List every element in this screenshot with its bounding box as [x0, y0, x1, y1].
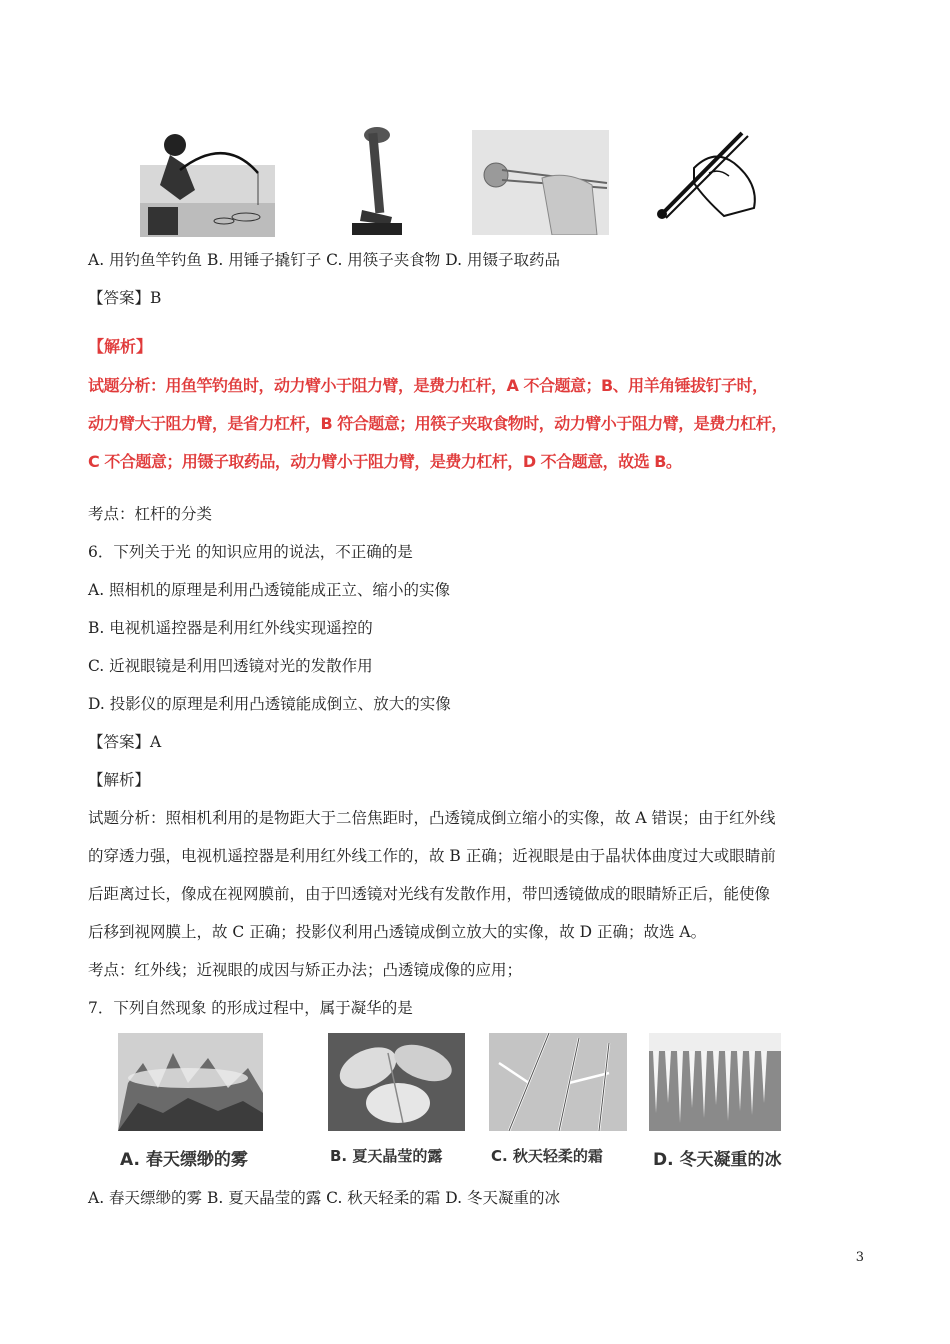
q7-stem: 7．下列自然现象 的形成过程中，属于凝华的是	[88, 999, 413, 1017]
q6-kaodian: 考点：红外线；近视眼的成因与矫正办法；凸透镜成像的应用；	[88, 961, 523, 979]
q5-analysis-line: 试题分析：用鱼竿钓鱼时，动力臂小于阻力臂，是费力杠杆，A 不合题意；B、用羊角锤拔钉子时，	[88, 376, 768, 395]
fishing-rod-image	[140, 125, 275, 237]
q6-analysis-line: 试题分析：照相机利用的是物距大于二倍焦距时，凸透镜成倒立缩小的实像，故 A 错误；由于红外线	[88, 809, 776, 827]
tweezers-image	[654, 128, 766, 220]
q6-option-a: A. 照相机的原理是利用凸透镜能成正立、缩小的实像	[88, 581, 451, 599]
q7-caption-b: B. 夏天晶莹的露	[330, 1147, 443, 1165]
q7-caption-d: D. 冬天凝重的冰	[653, 1150, 782, 1170]
q6-stem: 6．下列关于光 的知识应用的说法，不正确的是	[88, 543, 413, 561]
chopsticks-image	[472, 130, 609, 235]
dew-leaves-image	[328, 1033, 465, 1131]
hammer-nail-image	[352, 125, 402, 235]
q5-analysis-line: 动力臂大于阻力臂，是省力杠杆，B 符合题意；用筷子夹取食物时，动力臂小于阻力臂，是费力杠杆，	[88, 414, 787, 433]
q5-options-line: A. 用钓鱼竿钓鱼 B. 用锤子撬钉子 C. 用筷子夹食物 D. 用镊子取药品	[88, 251, 560, 269]
q7-options-line: A. 春天缥缈的雾 B. 夏天晶莹的露 C. 秋天轻柔的霜 D. 冬天凝重的冰	[88, 1189, 560, 1207]
q6-option-b: B. 电视机遥控器是利用红外线实现遥控的	[88, 619, 373, 637]
q5-answer: 【答案】B	[88, 289, 162, 307]
q5-kaodian: 考点：杠杆的分类	[88, 505, 213, 523]
q6-analysis-line: 后移到视网膜上，故 C 正确；投影仪利用凸透镜成倒立放大的实像，故 D 正确；故选 A。	[88, 923, 707, 941]
q6-analysis-title: 【解析】	[88, 771, 151, 789]
q5-analysis-line: C 不合题意；用镊子取药品，动力臂小于阻力臂，是费力杠杆，D 不合题意，故选 B。	[88, 452, 682, 471]
q7-caption-a: A. 春天缥缈的雾	[120, 1150, 248, 1170]
q6-answer: 【答案】A	[88, 733, 162, 751]
q5-analysis-title: 【解析】	[88, 337, 153, 356]
frost-branches-image	[489, 1033, 627, 1131]
icicles-image	[649, 1033, 781, 1131]
q6-option-d: D. 投影仪的原理是利用凸透镜能成倒立、放大的实像	[88, 695, 451, 713]
page-number: 3	[855, 1250, 864, 1265]
q7-caption-c: C. 秋天轻柔的霜	[491, 1147, 603, 1165]
q6-option-c: C. 近视眼镜是利用凹透镜对光的发散作用	[88, 657, 373, 675]
q6-analysis-line: 的穿透力强，电视机遥控器是利用红外线工作的，故 B 正确；近视眼是由于晶状体曲度过大或眼睛前	[88, 847, 776, 865]
fog-mountains-image	[118, 1033, 263, 1131]
q6-analysis-line: 后距离过长，像成在视网膜前，由于凹透镜对光线有发散作用，带凹透镜做成的眼睛矫正后，能使像	[88, 885, 771, 903]
